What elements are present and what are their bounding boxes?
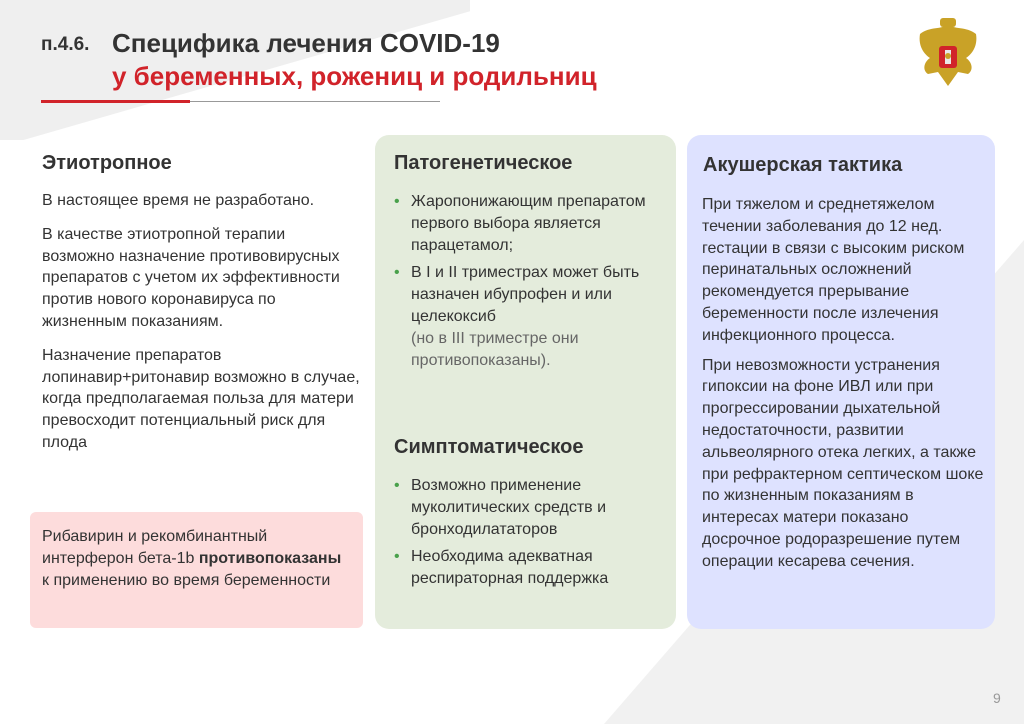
list-item	[393, 475, 648, 540]
contraindication-drugs: Рибавирин и рекомбинантный интерферон бета-1b	[42, 528, 268, 567]
etiotropic-paragraph: В качестве этиотропной терапии возможно назначение противовирусных препаратов с учетом их эффективности против нового коронавируса по жизненным показаниям.	[42, 225, 340, 330]
symptomatic-title: Симптоматическое	[394, 436, 584, 458]
contraindication-text	[42, 526, 351, 591]
etiotropic-title: Этиотропное	[42, 152, 172, 174]
etiotropic-text	[42, 190, 362, 466]
section-number: п.4.6.	[41, 34, 90, 55]
list-item-note: (но в III триместре они противопоказаны).	[411, 329, 579, 369]
pathogenetic-title: Патогенетическое	[394, 152, 573, 174]
etiotropic-paragraph: В настоящее время не разработано.	[42, 192, 315, 209]
list-item-text: Жаропонижающим препаратом первого выбора является парацетамол;	[411, 193, 646, 254]
list-item	[393, 191, 663, 256]
etiotropic-paragraph: Назначение препаратов лопинавир+ритонавир возможно в случае, когда предполагаемая польза для матери превосходит потенциальный риск для плода	[42, 346, 360, 451]
page-subtitle: у беременных, рожениц и родильниц	[112, 61, 597, 91]
contraindication-box	[30, 512, 363, 628]
list-item	[393, 546, 648, 590]
page-number: 9	[993, 690, 1001, 706]
title-underline-accent	[41, 100, 190, 103]
obstetric-title: Акушерская тактика	[703, 154, 903, 176]
title-underline	[190, 101, 440, 102]
pathogenetic-list	[393, 191, 663, 377]
obstetric-text	[702, 194, 985, 573]
list-item-text: Необходима адекватная респираторная поддержка	[411, 548, 609, 588]
list-item	[393, 262, 663, 371]
contraindication-rest: к применению во время беременности	[42, 571, 331, 589]
coat-of-arms-icon	[912, 16, 984, 94]
list-item-text: В I и II триместрах может быть назначен ибупрофен и или целекоксиб	[411, 264, 640, 325]
contraindication-emphasis: противопоказаны	[198, 549, 342, 567]
list-item-text: Возможно применение муколитических средств и бронходилататоров	[411, 477, 607, 538]
page-title: Специфика лечения COVID-19	[112, 28, 500, 58]
obstetric-paragraph: При тяжелом и среднетяжелом течении заболевания до 12 нед. гестации в связи с высоким риском перинатальных осложнений рекомендуется прерывание беременности после излечения инфекционного процесса.	[702, 196, 965, 344]
obstetric-paragraph: При невозможности устранения гипоксии на фоне ИВЛ или при прогрессировании дыхательной недостаточности, развитии альвеолярного отека легких, а также при рефрактерном септическом шоке по жизненным показаниям в интересах матери показано досрочное родоразрешение путем операции кесарева сечения.	[702, 356, 984, 570]
symptomatic-list	[393, 475, 648, 596]
